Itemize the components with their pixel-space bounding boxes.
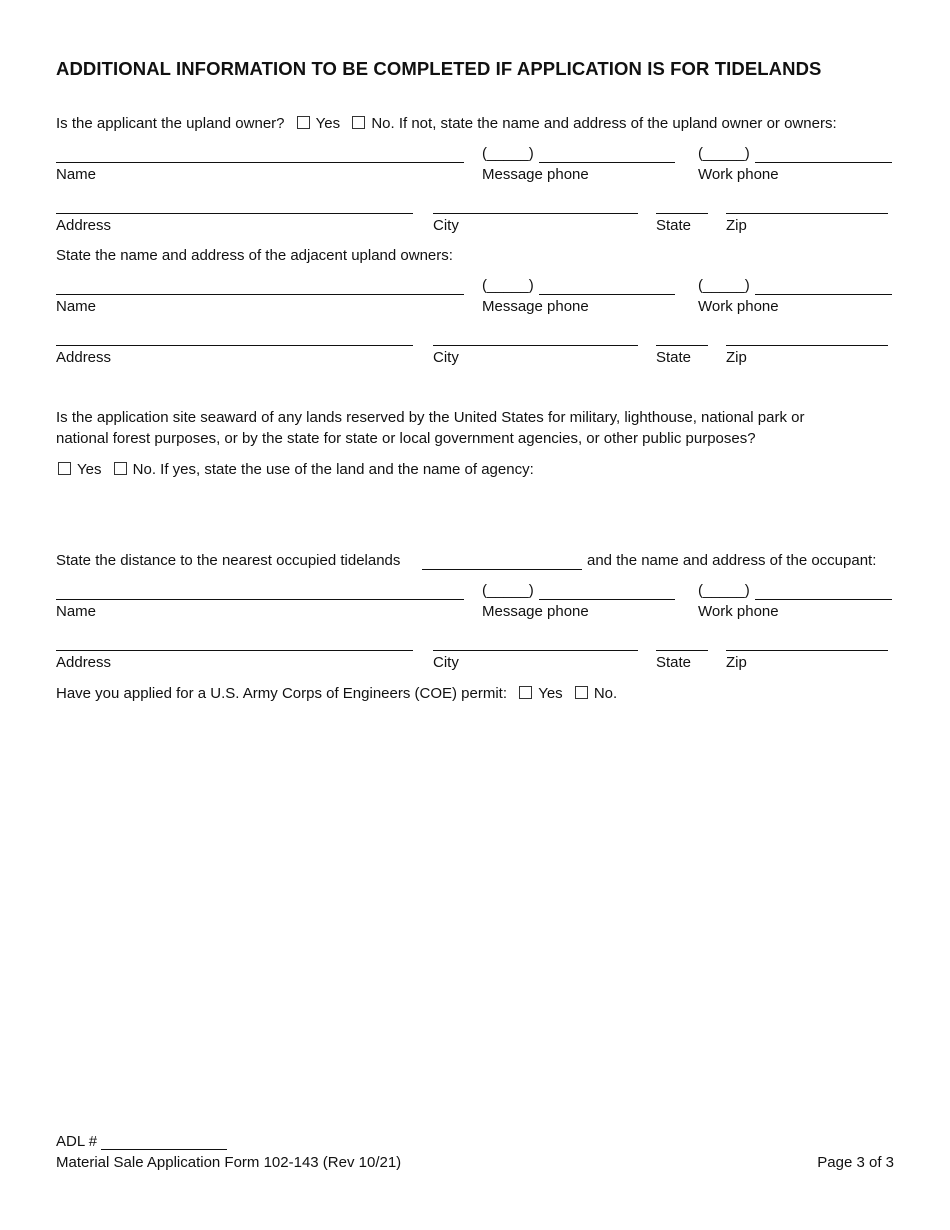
coe-question-text: Have you applied for a U.S. Army Corps of Engineers (COE) permit: [56,685,508,702]
distance-field[interactable] [422,569,582,570]
occupant-state-field[interactable] [656,650,708,651]
upland-no-label: No. If not, state the name and address of the upland owner or owners: [371,115,837,132]
coe-yes-checkbox[interactable] [519,686,532,699]
occupant-address-label: Address [56,654,112,671]
seaward-question-line1: Is the application site seaward of any lands reserved by the United States for military, lighthouse, national park or [56,409,805,426]
owner-address-label: Address [56,217,112,234]
occupant-work-phone-field[interactable] [755,599,892,600]
coe-no-label: No. [593,685,618,702]
adjacent-name-label: Name [56,298,97,315]
adjacent-state-label: State [656,349,692,366]
coe-no-checkbox[interactable] [575,686,588,699]
adjacent-message-phone-label: Message phone [482,298,589,315]
occupant-message-area-code: (_____) [482,582,534,599]
upland-yes-label: Yes [315,115,341,132]
adjacent-state-field[interactable] [656,345,708,346]
seaward-no-checkbox[interactable] [114,462,127,475]
adjacent-name-field[interactable] [56,294,464,295]
adjacent-message-area-code: (_____) [482,277,534,294]
owner-name-label: Name [56,166,97,183]
owner-work-phone-field[interactable] [755,162,892,163]
occupant-work-phone-label: Work phone [698,603,779,620]
seaward-question-line2: national forest purposes, or by the state for state or local government agencies, or other public purposes? [56,430,756,447]
owner-address-field[interactable] [56,213,413,214]
adjacent-work-area-code: (_____) [698,277,750,294]
owner-city-field[interactable] [433,213,638,214]
seaward-no-label: No. If yes, state the use of the land and the name of agency: [132,461,534,478]
distance-prompt: State the distance to the nearest occupied tidelands [56,552,401,569]
adjacent-address-label: Address [56,349,112,366]
occupant-state-label: State [656,654,692,671]
adjacent-message-phone-field[interactable] [539,294,675,295]
adl-number-field[interactable] [101,1149,227,1150]
upland-owner-question-text: Is the applicant the upland owner? [56,115,285,132]
occupant-city-label: City [433,654,459,671]
form-name: Material Sale Application Form 102-143 (Rev 10/21) [56,1154,402,1171]
adjacent-work-phone-label: Work phone [698,298,779,315]
owner-message-phone-label: Message phone [482,166,589,183]
adl-label: ADL # [56,1133,98,1150]
occupant-address-field[interactable] [56,650,413,651]
upland-no-checkbox[interactable] [352,116,365,129]
owner-name-field[interactable] [56,162,464,163]
seaward-yes-label: Yes [77,461,102,478]
page-title: ADDITIONAL INFORMATION TO BE COMPLETED IF APPLICATION IS FOR TIDELANDS [56,58,822,79]
seaward-yes-checkbox[interactable] [58,462,71,475]
occupant-zip-label: Zip [726,654,747,671]
occupant-work-area-code: (_____) [698,582,750,599]
occupant-city-field[interactable] [433,650,638,651]
owner-zip-field[interactable] [726,213,888,214]
occupant-message-phone-label: Message phone [482,603,589,620]
owner-work-area-code: (_____) [698,145,750,162]
occupant-name-label: Name [56,603,97,620]
owner-state-field[interactable] [656,213,708,214]
owner-work-phone-label: Work phone [698,166,779,183]
owner-message-phone-field[interactable] [539,162,675,163]
upland-yes-checkbox[interactable] [297,116,310,129]
adjacent-zip-field[interactable] [726,345,888,346]
adjacent-city-label: City [433,349,459,366]
owner-message-area-code: (_____) [482,145,534,162]
seaward-answer [56,461,534,478]
occupant-zip-field[interactable] [726,650,888,651]
adjacent-city-field[interactable] [433,345,638,346]
adjacent-address-field[interactable] [56,345,413,346]
coe-question [56,685,617,702]
occupant-name-field[interactable] [56,599,464,600]
coe-yes-label: Yes [538,685,563,702]
owner-zip-label: Zip [726,217,747,234]
page-number: Page 3 of 3 [817,1154,894,1171]
occupant-message-phone-field[interactable] [539,599,675,600]
distance-suffix: and the name and address of the occupant: [587,552,877,569]
adjacent-owners-prompt: State the name and address of the adjacent upland owners: [56,247,453,264]
upland-owner-question [56,115,837,132]
owner-city-label: City [433,217,459,234]
adjacent-zip-label: Zip [726,349,747,366]
owner-state-label: State [656,217,692,234]
adjacent-work-phone-field[interactable] [755,294,892,295]
